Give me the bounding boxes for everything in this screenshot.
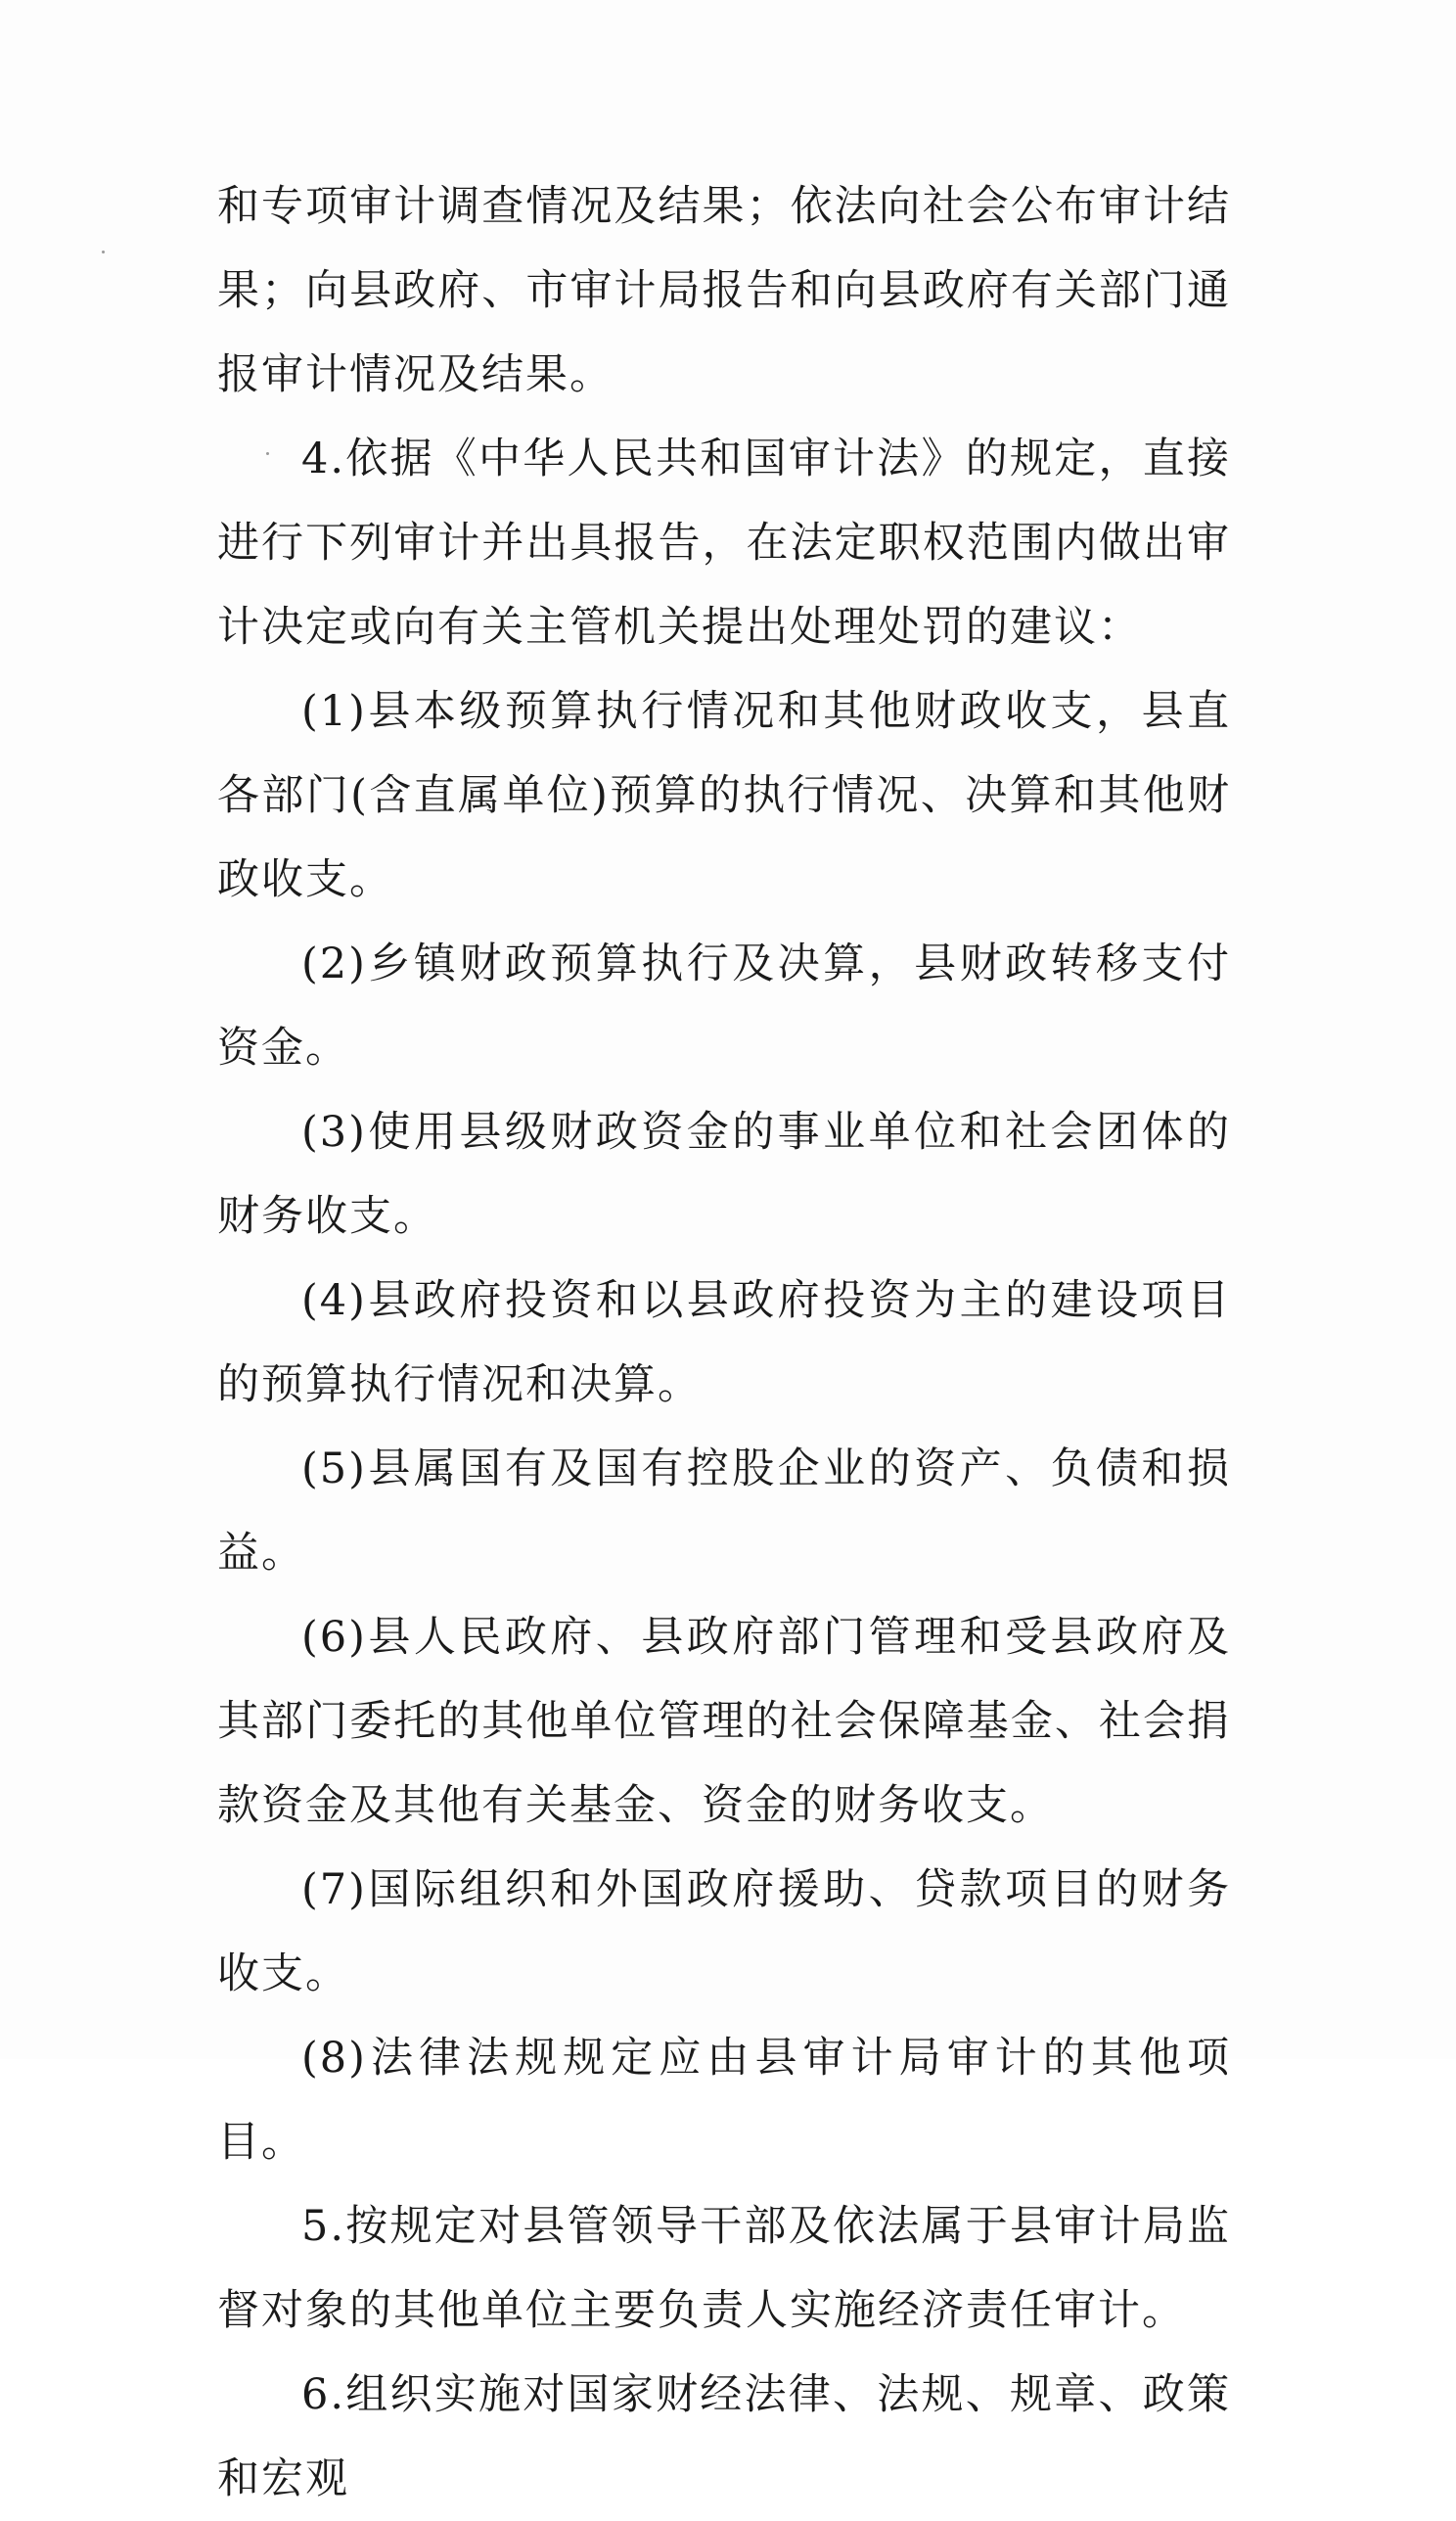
paragraph-subitem-5: (5)县属国有及国有控股企业的资产、负债和损益。 [217,1444,1231,1578]
paragraph-subitem-1: (1)县本级预算执行情况和其他财政收支，县直各部门(含直属单位)预算的执行情况、决算和其他财政收支。 [217,687,1231,904]
paragraph-subitem-8: (8)法律法规规定应由县审计局审计的其他项目。 [217,2034,1231,2167]
paragraph-subitem-3: (3)使用县级财政资金的事业单位和社会团体的财务收支。 [217,1108,1231,1241]
paragraph-item-4: 4.依据《中华人民共和国审计法》的规定，直接进行下列审计并出具报告，在法定职权范围内做出审计决定或向有关主管机关提出处理处罚的建议： [217,435,1231,652]
paragraph-item-6: 6.组织实施对国家财经法律、法规、规章、政策和宏观 [217,2370,1231,2503]
paragraph-subitem-6: (6)县人民政府、县政府部门管理和受县政府及其部门委托的其他单位管理的社会保障基金、社会捐款资金及其他有关基金、资金的财务收支。 [217,1613,1231,1830]
paragraph-subitem-2: (2)乡镇财政预算执行及决算，县财政转移支付资金。 [217,940,1231,1073]
scan-speck [102,251,105,253]
document-body [217,164,1231,2521]
paragraph-item-5: 5.按规定对县管领导干部及依法属于县审计局监督对象的其他单位主要负责人实施经济责任审计。 [217,2202,1231,2335]
paragraph-subitem-7: (7)国际组织和外国政府援助、贷款项目的财务收支。 [217,1865,1231,1998]
paragraph-continuation: 和专项审计调查情况及结果；依法向社会公布审计结果；向县政府、市审计局报告和向县政府有关部门通报审计情况及结果。 [217,182,1231,399]
paragraph-subitem-4: (4)县政府投资和以县政府投资为主的建设项目的预算执行情况和决算。 [217,1276,1231,1409]
